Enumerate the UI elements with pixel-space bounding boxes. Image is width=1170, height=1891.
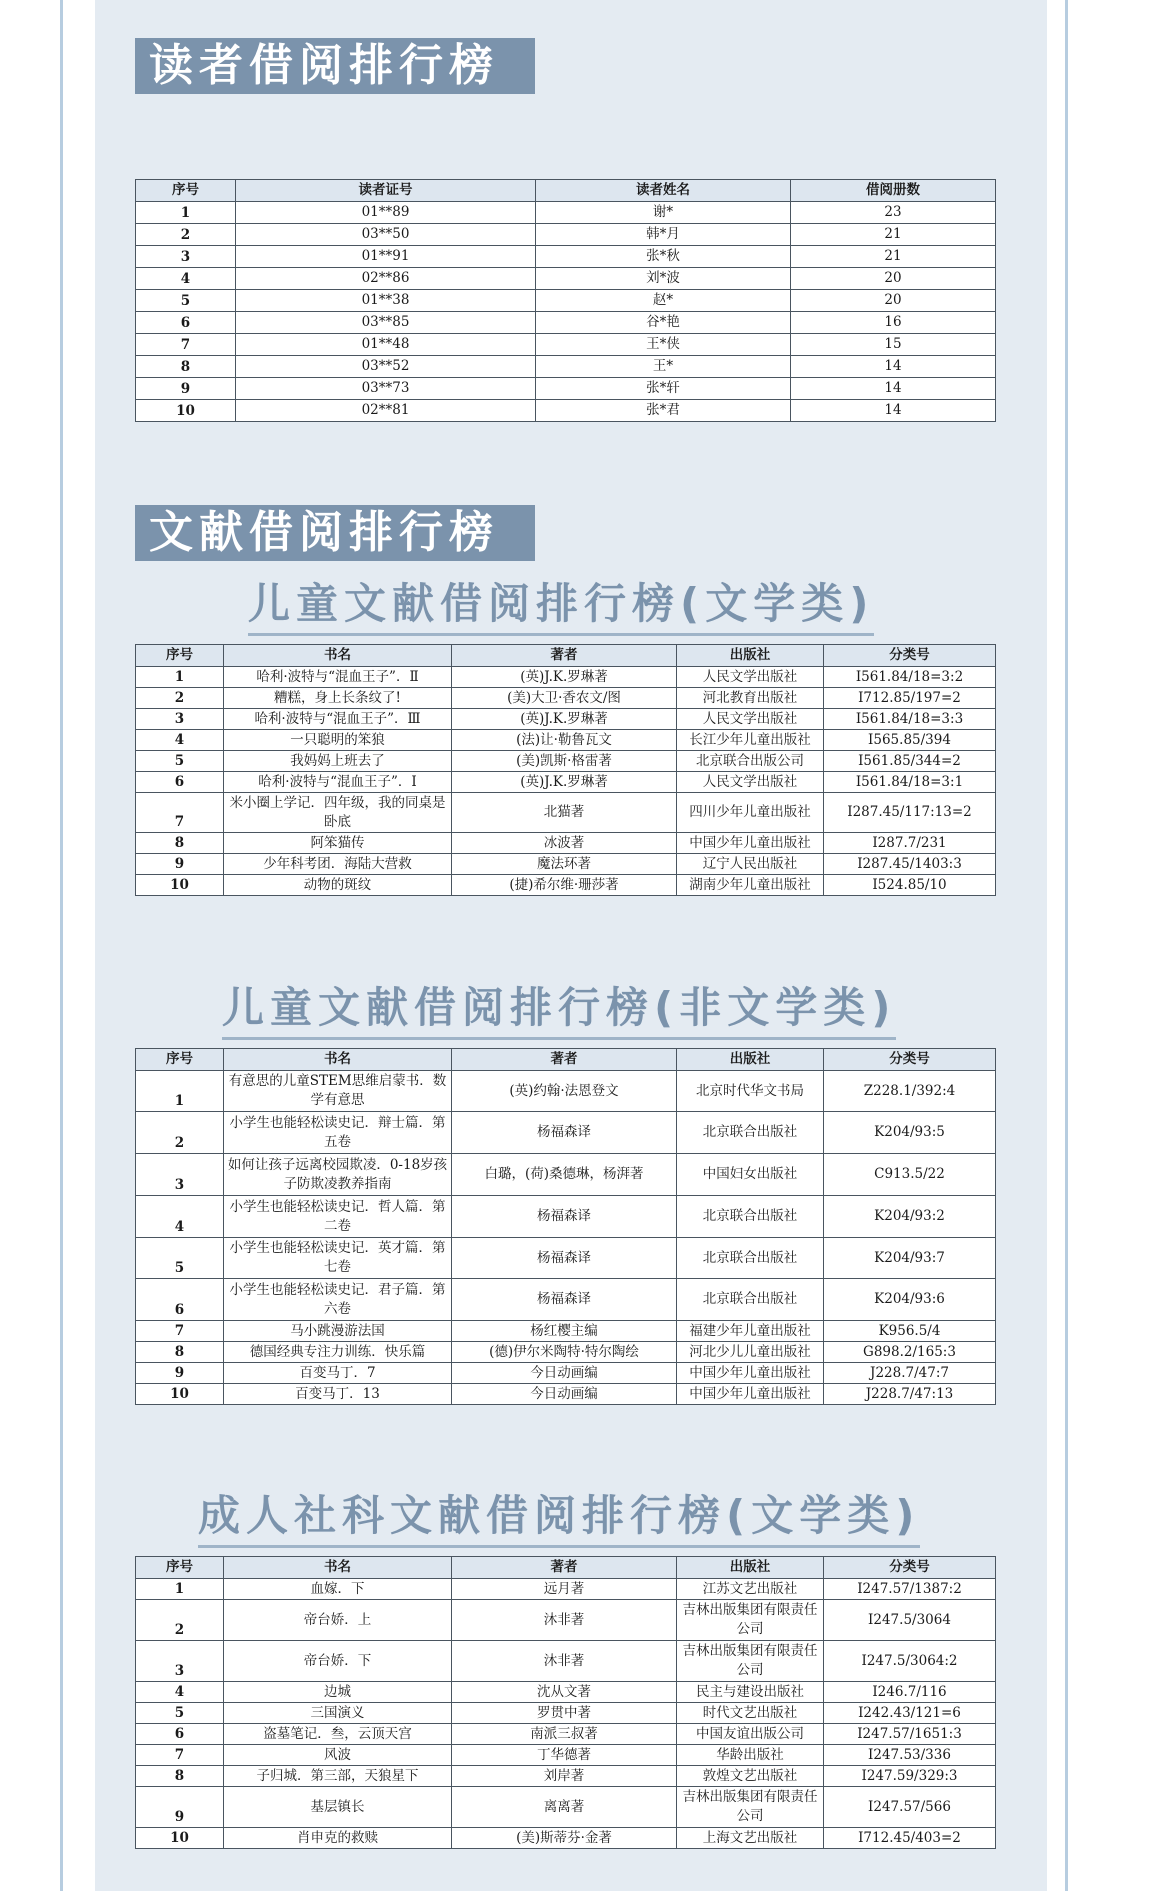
reader-name-cell: 张*君 bbox=[536, 400, 791, 422]
table-row bbox=[136, 246, 996, 268]
table-row bbox=[136, 312, 996, 334]
publisher-cell: 湖南少年儿童出版社 bbox=[677, 875, 824, 896]
title-cell: 哈利·波特与“混血王子”．Ⅱ bbox=[224, 667, 452, 688]
call-no-cell: I247.57/1387:2 bbox=[824, 1579, 996, 1600]
seq-cell: 7 bbox=[136, 1321, 224, 1342]
seq-cell: 1 bbox=[136, 1579, 224, 1600]
table-row bbox=[136, 1828, 996, 1849]
children-nonlit-table bbox=[135, 1048, 996, 1405]
author-cell: 北猫著 bbox=[452, 793, 677, 833]
title-cell: 如何让孩子远离校园欺凌．0-18岁孩子防欺凌教养指南 bbox=[224, 1154, 452, 1196]
call-no-cell: I287.45/1403:3 bbox=[824, 854, 996, 875]
seq-cell: 7 bbox=[136, 334, 236, 356]
title-cell: 米小圈上学记．四年级，我的同桌是卧底 bbox=[224, 793, 452, 833]
header-author: 著者 bbox=[452, 1049, 677, 1071]
seq-cell: 9 bbox=[136, 378, 236, 400]
frame-line-right bbox=[1065, 0, 1068, 1891]
borrow-count-cell: 15 bbox=[791, 334, 996, 356]
author-cell: 今日动画编 bbox=[452, 1363, 677, 1384]
table-row bbox=[136, 730, 996, 751]
card-no-cell: 02**81 bbox=[236, 400, 536, 422]
call-no-cell: G898.2/165:3 bbox=[824, 1342, 996, 1363]
author-cell: 魔法环著 bbox=[452, 854, 677, 875]
seq-cell: 6 bbox=[136, 1724, 224, 1745]
publisher-cell: 中国友谊出版公司 bbox=[677, 1724, 824, 1745]
call-no-cell: I524.85/10 bbox=[824, 875, 996, 896]
title-cell: 德国经典专注力训练．快乐篇 bbox=[224, 1342, 452, 1363]
author-cell: 白璐，(荷)桑德琳，杨湃著 bbox=[452, 1154, 677, 1196]
seq-cell: 4 bbox=[136, 268, 236, 290]
call-no-cell: I561.84/18=3:1 bbox=[824, 772, 996, 793]
table-row bbox=[136, 202, 996, 224]
publisher-cell: 江苏文艺出版社 bbox=[677, 1579, 824, 1600]
table-row bbox=[136, 224, 996, 246]
reader-name-cell: 赵* bbox=[536, 290, 791, 312]
title-cell: 帝台娇．上 bbox=[224, 1600, 452, 1641]
seq-cell: 2 bbox=[136, 1600, 224, 1641]
publisher-cell: 民主与建设出版社 bbox=[677, 1682, 824, 1703]
seq-cell: 10 bbox=[136, 400, 236, 422]
table-row bbox=[136, 1787, 996, 1828]
header-publisher: 出版社 bbox=[677, 1049, 824, 1071]
card-no-cell: 01**38 bbox=[236, 290, 536, 312]
seq-cell: 8 bbox=[136, 356, 236, 378]
reader-name-cell: 王* bbox=[536, 356, 791, 378]
author-cell: 杨福森译 bbox=[452, 1279, 677, 1321]
call-no-cell: C913.5/22 bbox=[824, 1154, 996, 1196]
title-cell: 哈利·波特与“混血王子”．Ⅲ bbox=[224, 709, 452, 730]
author-cell: 远月著 bbox=[452, 1579, 677, 1600]
publisher-cell: 北京联合出版社 bbox=[677, 1279, 824, 1321]
reader-name-cell: 谷*艳 bbox=[536, 312, 791, 334]
borrow-count-cell: 14 bbox=[791, 378, 996, 400]
header-title: 书名 bbox=[224, 1557, 452, 1579]
call-no-cell: K204/93:7 bbox=[824, 1238, 996, 1279]
call-no-cell: I247.5/3064:2 bbox=[824, 1641, 996, 1682]
call-no-cell: I247.57/566 bbox=[824, 1787, 996, 1828]
publisher-cell: 北京联合出版社 bbox=[677, 1196, 824, 1238]
publisher-cell: 辽宁人民出版社 bbox=[677, 854, 824, 875]
author-cell: 沈从文著 bbox=[452, 1682, 677, 1703]
title-cell: 少年科考团．海陆大营救 bbox=[224, 854, 452, 875]
table-row bbox=[136, 1745, 996, 1766]
children-nonlit-title: 儿童文献借阅排行榜(非文学类) bbox=[222, 983, 897, 1032]
table-row bbox=[136, 1321, 996, 1342]
header-reader-name: 读者姓名 bbox=[536, 180, 791, 202]
call-no-cell: Z228.1/392:4 bbox=[824, 1071, 996, 1112]
seq-cell: 10 bbox=[136, 1828, 224, 1849]
call-no-cell: K956.5/4 bbox=[824, 1321, 996, 1342]
seq-cell: 9 bbox=[136, 1363, 224, 1384]
seq-cell: 4 bbox=[136, 730, 224, 751]
author-cell: 今日动画编 bbox=[452, 1384, 677, 1405]
call-no-cell: I242.43/121=6 bbox=[824, 1703, 996, 1724]
header-seq: 序号 bbox=[136, 645, 224, 667]
title-cell: 基层镇长 bbox=[224, 1787, 452, 1828]
call-no-cell: K204/93:6 bbox=[824, 1279, 996, 1321]
header-call-no: 分类号 bbox=[824, 1557, 996, 1579]
seq-cell: 8 bbox=[136, 1766, 224, 1787]
title-cell: 血嫁．下 bbox=[224, 1579, 452, 1600]
table-row bbox=[136, 1724, 996, 1745]
author-cell: (美)凯斯·格雷著 bbox=[452, 751, 677, 772]
publisher-cell: 吉林出版集团有限责任公司 bbox=[677, 1600, 824, 1641]
author-cell: (德)伊尔米陶特·特尔陶绘 bbox=[452, 1342, 677, 1363]
title-cell: 肖申克的救赎 bbox=[224, 1828, 452, 1849]
author-cell: 杨福森译 bbox=[452, 1112, 677, 1154]
publisher-cell: 北京时代华文书局 bbox=[677, 1071, 824, 1112]
borrow-count-cell: 20 bbox=[791, 268, 996, 290]
title-cell: 百变马丁．13 bbox=[224, 1384, 452, 1405]
card-no-cell: 01**91 bbox=[236, 246, 536, 268]
borrow-count-cell: 16 bbox=[791, 312, 996, 334]
call-no-cell: I712.85/197=2 bbox=[824, 688, 996, 709]
header-publisher: 出版社 bbox=[677, 645, 824, 667]
publisher-cell: 敦煌文艺出版社 bbox=[677, 1766, 824, 1787]
publisher-cell: 北京联合出版社 bbox=[677, 1238, 824, 1279]
table-row bbox=[136, 1154, 996, 1196]
author-cell: 杨红樱主编 bbox=[452, 1321, 677, 1342]
seq-cell: 4 bbox=[136, 1196, 224, 1238]
title-cell: 小学生也能轻松读史记．辩士篇．第五卷 bbox=[224, 1112, 452, 1154]
frame-line-left bbox=[60, 0, 63, 1891]
title-cell: 小学生也能轻松读史记．哲人篇．第二卷 bbox=[224, 1196, 452, 1238]
call-no-cell: I247.57/1651:3 bbox=[824, 1724, 996, 1745]
header-borrow-count: 借阅册数 bbox=[791, 180, 996, 202]
children-lit-title: 儿童文献借阅排行榜(文学类) bbox=[248, 579, 875, 628]
seq-cell: 5 bbox=[136, 1238, 224, 1279]
seq-cell: 8 bbox=[136, 833, 224, 854]
title-cell: 我妈妈上班去了 bbox=[224, 751, 452, 772]
header-title: 书名 bbox=[224, 645, 452, 667]
publisher-cell: 中国少年儿童出版社 bbox=[677, 833, 824, 854]
table-header-row bbox=[136, 645, 996, 667]
title-cell: 三国演义 bbox=[224, 1703, 452, 1724]
table-row bbox=[136, 400, 996, 422]
title-cell: 边城 bbox=[224, 1682, 452, 1703]
seq-cell: 10 bbox=[136, 1384, 224, 1405]
publisher-cell: 吉林出版集团有限责任公司 bbox=[677, 1787, 824, 1828]
table-row bbox=[136, 1703, 996, 1724]
card-no-cell: 03**73 bbox=[236, 378, 536, 400]
author-cell: (捷)希尔维·珊莎著 bbox=[452, 875, 677, 896]
seq-cell: 7 bbox=[136, 1745, 224, 1766]
title-cell: 马小跳漫游法国 bbox=[224, 1321, 452, 1342]
header-seq: 序号 bbox=[136, 1049, 224, 1071]
seq-cell: 6 bbox=[136, 1279, 224, 1321]
seq-cell: 5 bbox=[136, 290, 236, 312]
title-cell: 有意思的儿童STEM思维启蒙书．数学有意思 bbox=[224, 1071, 452, 1112]
title-cell: 糟糕，身上长条纹了! bbox=[224, 688, 452, 709]
table-row bbox=[136, 1196, 996, 1238]
title-cell: 一只聪明的笨狼 bbox=[224, 730, 452, 751]
header-publisher: 出版社 bbox=[677, 1557, 824, 1579]
seq-cell: 10 bbox=[136, 875, 224, 896]
call-no-cell: K204/93:5 bbox=[824, 1112, 996, 1154]
reader-rank-title: 读者借阅排行榜 bbox=[135, 38, 535, 94]
table-row bbox=[136, 667, 996, 688]
table-row bbox=[136, 854, 996, 875]
publisher-cell: 时代文艺出版社 bbox=[677, 1703, 824, 1724]
seq-cell: 6 bbox=[136, 312, 236, 334]
author-cell: (英)J.K.罗琳著 bbox=[452, 772, 677, 793]
seq-cell: 1 bbox=[136, 202, 236, 224]
author-cell: 杨福森译 bbox=[452, 1196, 677, 1238]
seq-cell: 3 bbox=[136, 1154, 224, 1196]
table-row bbox=[136, 793, 996, 833]
reader-name-cell: 刘*波 bbox=[536, 268, 791, 290]
seq-cell: 8 bbox=[136, 1342, 224, 1363]
call-no-cell: I247.53/336 bbox=[824, 1745, 996, 1766]
table-row bbox=[136, 1363, 996, 1384]
author-cell: (美)大卫·香农文/图 bbox=[452, 688, 677, 709]
children-lit-table bbox=[135, 644, 996, 896]
seq-cell: 4 bbox=[136, 1682, 224, 1703]
reader-name-cell: 谢* bbox=[536, 202, 791, 224]
title-cell: 风波 bbox=[224, 1745, 452, 1766]
seq-cell: 9 bbox=[136, 1787, 224, 1828]
table-row bbox=[136, 709, 996, 730]
title-cell: 帝台娇．下 bbox=[224, 1641, 452, 1682]
table-row bbox=[136, 1579, 996, 1600]
header-author: 著者 bbox=[452, 1557, 677, 1579]
table-row bbox=[136, 1682, 996, 1703]
table-header-row bbox=[136, 1049, 996, 1071]
borrow-count-cell: 21 bbox=[791, 246, 996, 268]
table-row bbox=[136, 751, 996, 772]
publisher-cell: 上海文艺出版社 bbox=[677, 1828, 824, 1849]
title-cell: 阿笨猫传 bbox=[224, 833, 452, 854]
call-no-cell: I246.7/116 bbox=[824, 1682, 996, 1703]
author-cell: (法)让·勒鲁瓦文 bbox=[452, 730, 677, 751]
table-row bbox=[136, 1279, 996, 1321]
table-row bbox=[136, 1112, 996, 1154]
reader-name-cell: 韩*月 bbox=[536, 224, 791, 246]
title-cell: 盗墓笔记．叁，云顶天宫 bbox=[224, 1724, 452, 1745]
publisher-cell: 中国少年儿童出版社 bbox=[677, 1363, 824, 1384]
borrow-count-cell: 20 bbox=[791, 290, 996, 312]
author-cell: 沐非著 bbox=[452, 1641, 677, 1682]
reader-name-cell: 王*侠 bbox=[536, 334, 791, 356]
table-row bbox=[136, 268, 996, 290]
publisher-cell: 人民文学出版社 bbox=[677, 772, 824, 793]
title-cell: 哈利·波特与“混血王子”．Ⅰ bbox=[224, 772, 452, 793]
author-cell: 南派三叔著 bbox=[452, 1724, 677, 1745]
table-row bbox=[136, 1641, 996, 1682]
seq-cell: 9 bbox=[136, 854, 224, 875]
card-no-cell: 03**52 bbox=[236, 356, 536, 378]
header-title: 书名 bbox=[224, 1049, 452, 1071]
author-cell: 沐非著 bbox=[452, 1600, 677, 1641]
adult-lit-table bbox=[135, 1556, 996, 1849]
card-no-cell: 03**50 bbox=[236, 224, 536, 246]
publisher-cell: 福建少年儿童出版社 bbox=[677, 1321, 824, 1342]
header-call-no: 分类号 bbox=[824, 645, 996, 667]
call-no-cell: I565.85/394 bbox=[824, 730, 996, 751]
seq-cell: 2 bbox=[136, 1112, 224, 1154]
table-row bbox=[136, 772, 996, 793]
header-author: 著者 bbox=[452, 645, 677, 667]
table-row bbox=[136, 290, 996, 312]
title-cell: 百变马丁．7 bbox=[224, 1363, 452, 1384]
author-cell: (美)斯蒂芬·金著 bbox=[452, 1828, 677, 1849]
author-cell: 刘岸著 bbox=[452, 1766, 677, 1787]
title-cell: 动物的斑纹 bbox=[224, 875, 452, 896]
seq-cell: 1 bbox=[136, 667, 224, 688]
call-no-cell: K204/93:2 bbox=[824, 1196, 996, 1238]
table-row bbox=[136, 833, 996, 854]
publisher-cell: 华龄出版社 bbox=[677, 1745, 824, 1766]
publisher-cell: 四川少年儿童出版社 bbox=[677, 793, 824, 833]
seq-cell: 1 bbox=[136, 1071, 224, 1112]
table-row bbox=[136, 334, 996, 356]
seq-cell: 5 bbox=[136, 1703, 224, 1724]
publisher-cell: 北京联合出版公司 bbox=[677, 751, 824, 772]
call-no-cell: I712.45/403=2 bbox=[824, 1828, 996, 1849]
call-no-cell: I247.59/329:3 bbox=[824, 1766, 996, 1787]
author-cell: (英)J.K.罗琳著 bbox=[452, 667, 677, 688]
reader-rank-table bbox=[135, 179, 996, 422]
publisher-cell: 人民文学出版社 bbox=[677, 709, 824, 730]
call-no-cell: I287.45/117:13=2 bbox=[824, 793, 996, 833]
table-row bbox=[136, 356, 996, 378]
call-no-cell: I561.84/18=3:3 bbox=[824, 709, 996, 730]
seq-cell: 5 bbox=[136, 751, 224, 772]
publisher-cell: 中国少年儿童出版社 bbox=[677, 1384, 824, 1405]
author-cell: 离离著 bbox=[452, 1787, 677, 1828]
borrow-count-cell: 14 bbox=[791, 400, 996, 422]
seq-cell: 6 bbox=[136, 772, 224, 793]
author-cell: 罗贯中著 bbox=[452, 1703, 677, 1724]
title-cell: 小学生也能轻松读史记．君子篇．第六卷 bbox=[224, 1279, 452, 1321]
reader-name-cell: 张*轩 bbox=[536, 378, 791, 400]
doc-rank-title: 文献借阅排行榜 bbox=[135, 505, 535, 561]
seq-cell: 3 bbox=[136, 709, 224, 730]
header-card-no: 读者证号 bbox=[236, 180, 536, 202]
publisher-cell: 长江少年儿童出版社 bbox=[677, 730, 824, 751]
table-row bbox=[136, 875, 996, 896]
borrow-count-cell: 21 bbox=[791, 224, 996, 246]
table-row bbox=[136, 378, 996, 400]
reader-name-cell: 张*秋 bbox=[536, 246, 791, 268]
adult-lit-title: 成人社科文献借阅排行榜(文学类) bbox=[198, 1491, 921, 1540]
seq-cell: 2 bbox=[136, 688, 224, 709]
table-row bbox=[136, 1384, 996, 1405]
borrow-count-cell: 14 bbox=[791, 356, 996, 378]
header-seq: 序号 bbox=[136, 1557, 224, 1579]
publisher-cell: 人民文学出版社 bbox=[677, 667, 824, 688]
seq-cell: 7 bbox=[136, 793, 224, 833]
table-row bbox=[136, 1238, 996, 1279]
title-cell: 子归城．第三部，天狼星下 bbox=[224, 1766, 452, 1787]
table-header-row bbox=[136, 180, 996, 202]
publisher-cell: 河北少儿儿童出版社 bbox=[677, 1342, 824, 1363]
publisher-cell: 中国妇女出版社 bbox=[677, 1154, 824, 1196]
table-row bbox=[136, 1342, 996, 1363]
header-seq: 序号 bbox=[136, 180, 236, 202]
header-call-no: 分类号 bbox=[824, 1049, 996, 1071]
author-cell: 杨福森译 bbox=[452, 1238, 677, 1279]
card-no-cell: 01**48 bbox=[236, 334, 536, 356]
call-no-cell: I247.5/3064 bbox=[824, 1600, 996, 1641]
borrow-count-cell: 23 bbox=[791, 202, 996, 224]
seq-cell: 3 bbox=[136, 1641, 224, 1682]
call-no-cell: I561.84/18=3:2 bbox=[824, 667, 996, 688]
card-no-cell: 02**86 bbox=[236, 268, 536, 290]
author-cell: 丁华德著 bbox=[452, 1745, 677, 1766]
publisher-cell: 河北教育出版社 bbox=[677, 688, 824, 709]
table-row bbox=[136, 1600, 996, 1641]
author-cell: (英)J.K.罗琳著 bbox=[452, 709, 677, 730]
call-no-cell: J228.7/47:13 bbox=[824, 1384, 996, 1405]
title-cell: 小学生也能轻松读史记．英才篇．第七卷 bbox=[224, 1238, 452, 1279]
publisher-cell: 吉林出版集团有限责任公司 bbox=[677, 1641, 824, 1682]
author-cell: (英)约翰·法恩登文 bbox=[452, 1071, 677, 1112]
call-no-cell: I561.85/344=2 bbox=[824, 751, 996, 772]
table-row bbox=[136, 688, 996, 709]
seq-cell: 3 bbox=[136, 246, 236, 268]
seq-cell: 2 bbox=[136, 224, 236, 246]
table-header-row bbox=[136, 1557, 996, 1579]
call-no-cell: I287.7/231 bbox=[824, 833, 996, 854]
publisher-cell: 北京联合出版社 bbox=[677, 1112, 824, 1154]
table-row bbox=[136, 1071, 996, 1112]
author-cell: 冰波著 bbox=[452, 833, 677, 854]
card-no-cell: 01**89 bbox=[236, 202, 536, 224]
call-no-cell: J228.7/47:7 bbox=[824, 1363, 996, 1384]
table-row bbox=[136, 1766, 996, 1787]
card-no-cell: 03**85 bbox=[236, 312, 536, 334]
